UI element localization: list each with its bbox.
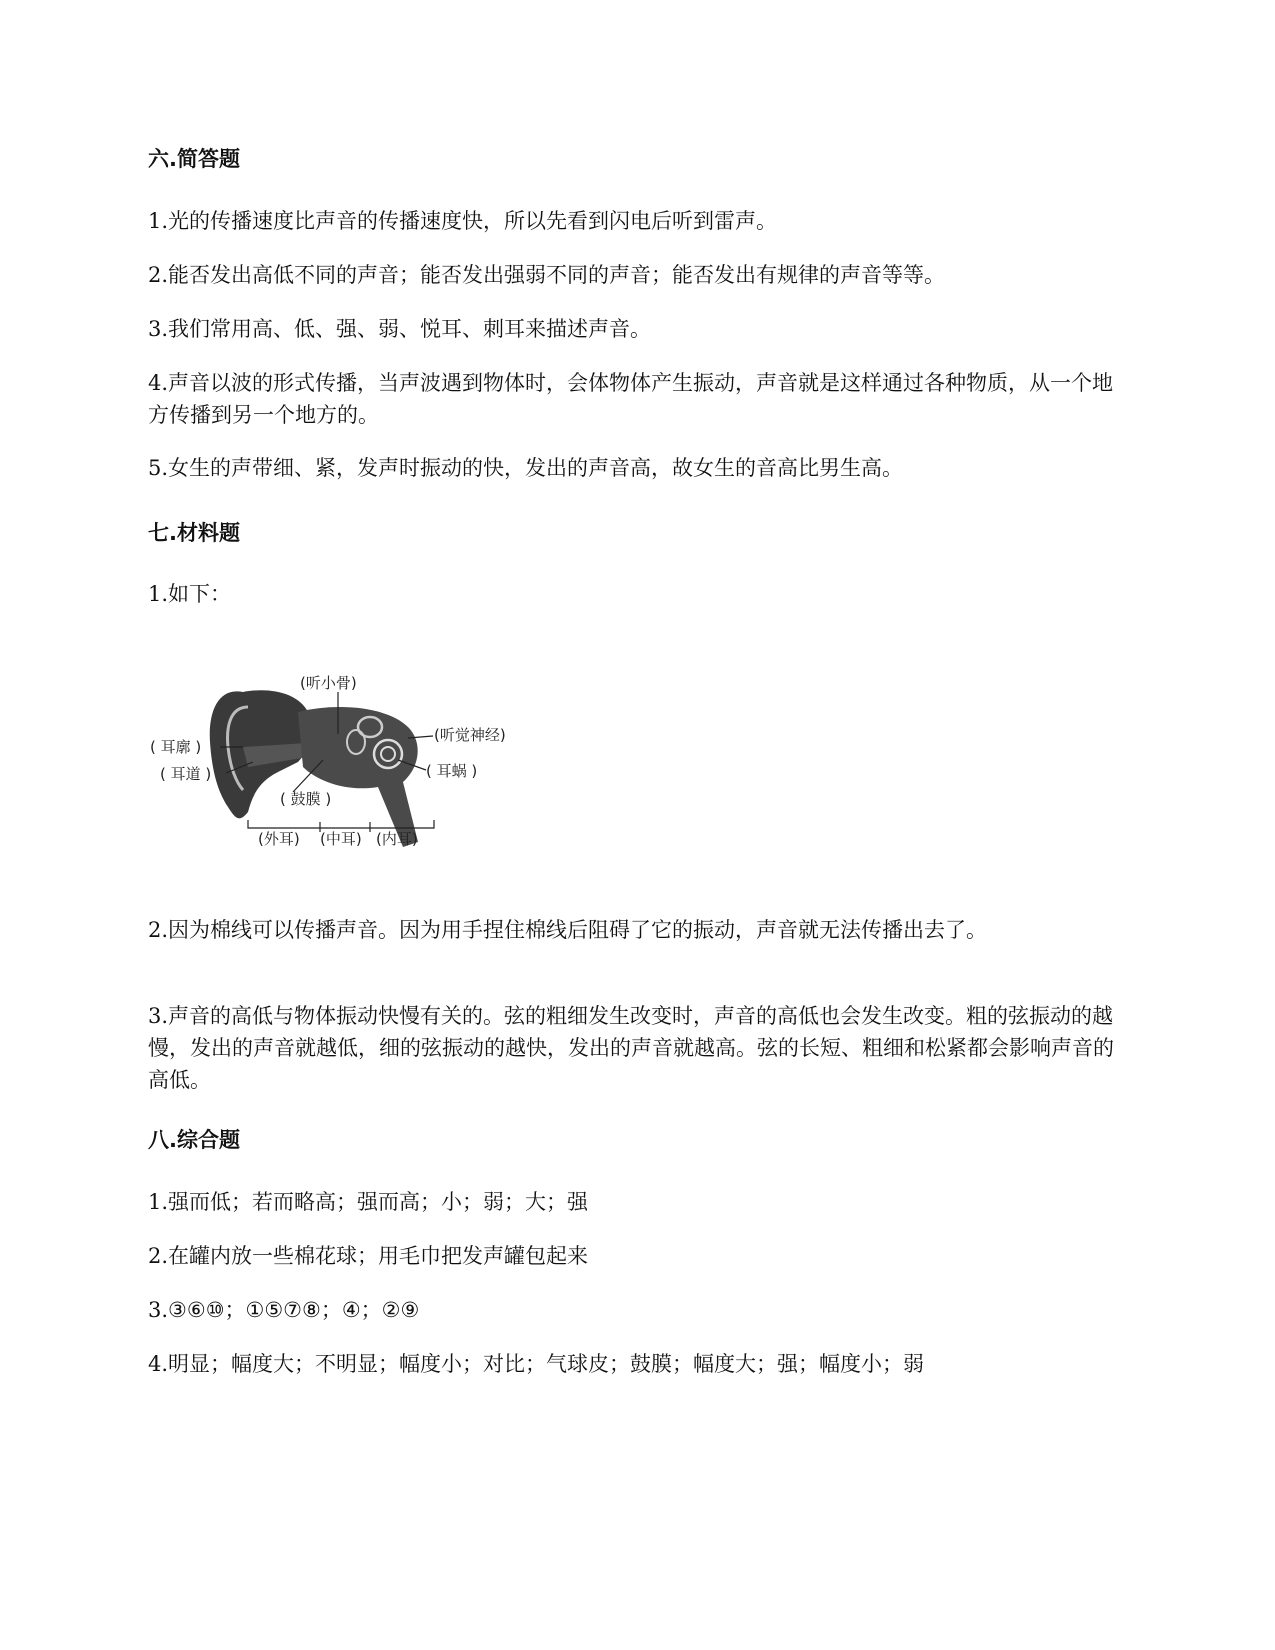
answer-paragraph: 2.因为棉线可以传播声音。因为用手捏住棉线后阻碍了它的振动，声音就无法传播出去了。 [148,918,988,942]
ear-illustration [148,672,548,902]
answer-paragraph: 4.声音以波的形式传播，当声波遇到物体时，会体物体产生振动，声音就是这样通过各种物质，从一个地方传播到另一个地方的。 [148,371,1114,427]
answer-paragraph: 2.在罐内放一些棉花球；用毛巾把发声罐包起来 [148,1244,589,1268]
answer-paragraph: 3.声音的高低与物体振动快慢有关的。弦的粗细发生改变时，声音的高低也会发生改变。粗的弦振动的越慢，发出的声音就越低，细的弦振动的越快，发出的声音就越高。弦的长短、粗细和松紧都会影响声音的高低。 [148,1004,1114,1092]
answer-paragraph: 1.如下： [148,582,232,606]
answer-paragraph: 3.我们常用高、低、强、弱、悦耳、刺耳来描述声音。 [148,317,652,341]
label-eardrum: ( 鼓膜 ) [280,790,332,808]
answer-paragraph: 3.③⑥⑩；①⑤⑦⑧；④；②⑨ [148,1298,420,1322]
answer-paragraph: 1.强而低；若而略高；强而高；小；弱；大；强 [148,1190,589,1214]
answer-paragraph: 2.能否发出高低不同的声音；能否发出强弱不同的声音；能否发出有规律的声音等等。 [148,263,946,287]
section-title-short-answer: 六.简答题 [148,147,240,171]
section-title-comprehensive: 八.综合题 [148,1128,240,1152]
label-middle-ear: (中耳) [320,830,362,848]
label-ear-canal: ( 耳道 ) [160,765,212,783]
label-cochlea: ( 耳蜗 ) [426,762,478,780]
label-auditory-nerve: (听觉神经) [434,726,506,744]
ear-structure-diagram [148,672,548,902]
label-outer-ear: (外耳) [258,830,300,848]
label-ossicles: (听小骨) [300,674,357,692]
section-title-material: 七.材料题 [148,521,240,545]
label-auricle: ( 耳廓 ) [150,738,202,756]
answer-paragraph: 5.女生的声带细、紧，发声时振动的快，发出的声音高，故女生的音高比男生高。 [148,456,904,480]
label-inner-ear: (内耳) [376,830,418,848]
answer-paragraph: 4.明显；幅度大；不明显；幅度小；对比；气球皮；鼓膜；幅度大；强；幅度小；弱 [148,1352,925,1376]
answer-paragraph: 1.光的传播速度比声音的传播速度快，所以先看到闪电后听到雷声。 [148,209,778,233]
